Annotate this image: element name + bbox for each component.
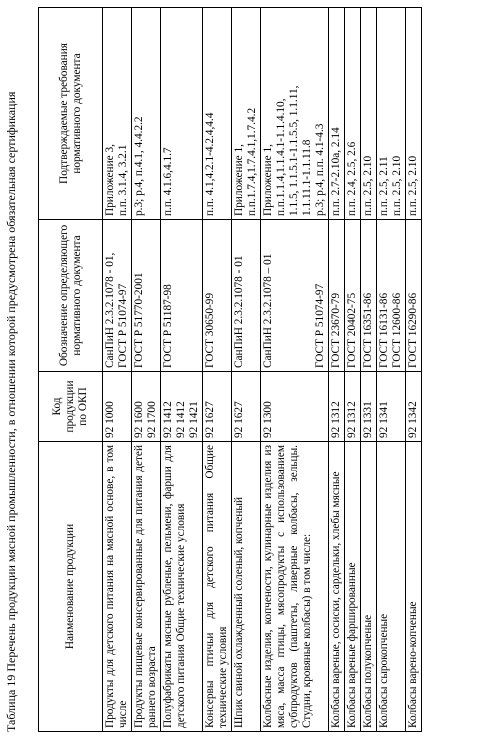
cell-code: 92 1342 xyxy=(406,372,422,442)
cell-doc: СанПиН 2.3.2.1078 - 01, ГОСТ Р 51074-97 xyxy=(103,220,132,372)
cell-code: 92 1312 xyxy=(329,372,345,442)
cell-code: 92 1341 xyxy=(377,372,406,442)
cell-name: Колбасные изделия, копчености, кулинарные изделия из мяса, масса птицы, мясопродукты с использованием субпродуктов (паштеты, ливерные колбасы, зельцы. Студни, кровяные колбасы) в том числе: xyxy=(261,442,329,732)
cell-name: Шпик свиной охлажденный соленый, копченый xyxy=(232,442,261,732)
cell-req: п.п. 4.1,4.2.1-4.2.4,4.4 xyxy=(203,8,232,220)
cell-name: Полуфабрикаты мясные рубленые, пельмени, фарши для детского питания Общие технические условия xyxy=(161,442,203,732)
cell-doc: ГОСТ 30650-99 xyxy=(203,220,232,372)
cell-doc: СанПиН 2.3.2.1078 – 01 ГОСТ Р 51074-97 xyxy=(261,220,329,372)
cell-name: Колбасы вареные фаршированные xyxy=(345,442,361,732)
table-row xyxy=(203,8,232,732)
cell-code: 92 1627 xyxy=(232,372,261,442)
cell-code: 92 1331 xyxy=(361,372,377,442)
cell-name: Продукты для детского питания на мясной основе, в том числе xyxy=(103,442,132,732)
cell-doc: ГОСТ Р 51770-2001 xyxy=(132,220,161,372)
cell-code: 92 1412 92 1412 92 1421 xyxy=(161,372,203,442)
header-req: Подтверждаемые требования нормативного документа xyxy=(39,8,103,220)
cell-req: п.п. 2.4, 2.5, 2.6 xyxy=(345,8,361,220)
table-title: Таблица 19 Перечень продукции мясной промышленности, в отношении которой предусмотрена обязательная сертификация xyxy=(4,91,18,732)
cell-doc: СанПиН 2.3.2.1078 - 01 xyxy=(232,220,261,372)
cell-doc: ГОСТ 16131-86 ГОСТ 12600-86 xyxy=(377,220,406,372)
cell-code: 92 1000 xyxy=(103,372,132,442)
cell-doc: ГОСТ 16351-86 xyxy=(361,220,377,372)
table-row xyxy=(361,8,377,732)
table-row xyxy=(345,8,361,732)
cell-name: Колбасы сырокопченые xyxy=(377,442,406,732)
table-row xyxy=(377,8,406,732)
table-header-row xyxy=(39,8,103,732)
cell-doc: ГОСТ Р 51187-98 xyxy=(161,220,203,372)
header-name: Наименование продукции xyxy=(39,442,103,732)
cell-req: Приложение 1, п.п.1.7.4,1.7.4.1,1.7.4.2 xyxy=(232,8,261,220)
table-row xyxy=(103,8,132,732)
cell-code: 92 1627 xyxy=(203,372,232,442)
cell-req: п.п. 2.7-2.10а, 2.14 xyxy=(329,8,345,220)
cell-req: п.п. 4.1.6,4.1.7 xyxy=(161,8,203,220)
cell-name: Продукты пищевые консервированные для питания детей раннего возраста xyxy=(132,442,161,732)
cell-req: п.п. 2.5, 2.11 п.п. 2.5, 2.10 xyxy=(377,8,406,220)
cell-name: Колбасы вареные, сосиски, сардельки, хлебы мясные xyxy=(329,442,345,732)
cell-name: Колбасы варено-копченые xyxy=(406,442,422,732)
cell-name: Консервы птичьи для детского питания Общие технические условия xyxy=(203,442,232,732)
cell-req: р.3; р.4, п.4.1, 4.4.2.2 xyxy=(132,8,161,220)
certification-table xyxy=(38,7,422,732)
table-row xyxy=(261,8,329,732)
table-row xyxy=(161,8,203,732)
cell-doc: ГОСТ 20402-75 xyxy=(345,220,361,372)
cell-req: п.п. 2.5, 2.10 xyxy=(406,8,422,220)
cell-name: Колбасы полукопченые xyxy=(361,442,377,732)
cell-code: 92 1300 xyxy=(261,372,329,442)
table-row xyxy=(132,8,161,732)
cell-req: п.п. 2.5, 2.10 xyxy=(361,8,377,220)
cell-doc: ГОСТ 23670-79 xyxy=(329,220,345,372)
table-row xyxy=(406,8,422,732)
header-code: Код продукции по ОКП xyxy=(39,372,103,442)
cell-doc: ГОСТ 16290-86 xyxy=(406,220,422,372)
header-doc: Обозначение определяющего нормативного документа xyxy=(39,220,103,372)
table-row xyxy=(329,8,345,732)
table-row xyxy=(232,8,261,732)
cell-req: Приложение 1, п.п.1.1.4,1.1.4.1-1.1.4.10, 1.1.5, 1.1.5.1-1.1.5.5, 1.1.11, 1.1.11.1-1.1.11.8 р.3; р.4, п.п. 4.1-4.3 xyxy=(261,8,329,220)
cell-code: 92 1600 92 1700 xyxy=(132,372,161,442)
cell-req: Приложение 3, п.п. 3.1.4, 3.2.1 xyxy=(103,8,132,220)
cell-code: 92 1312 xyxy=(345,372,361,442)
